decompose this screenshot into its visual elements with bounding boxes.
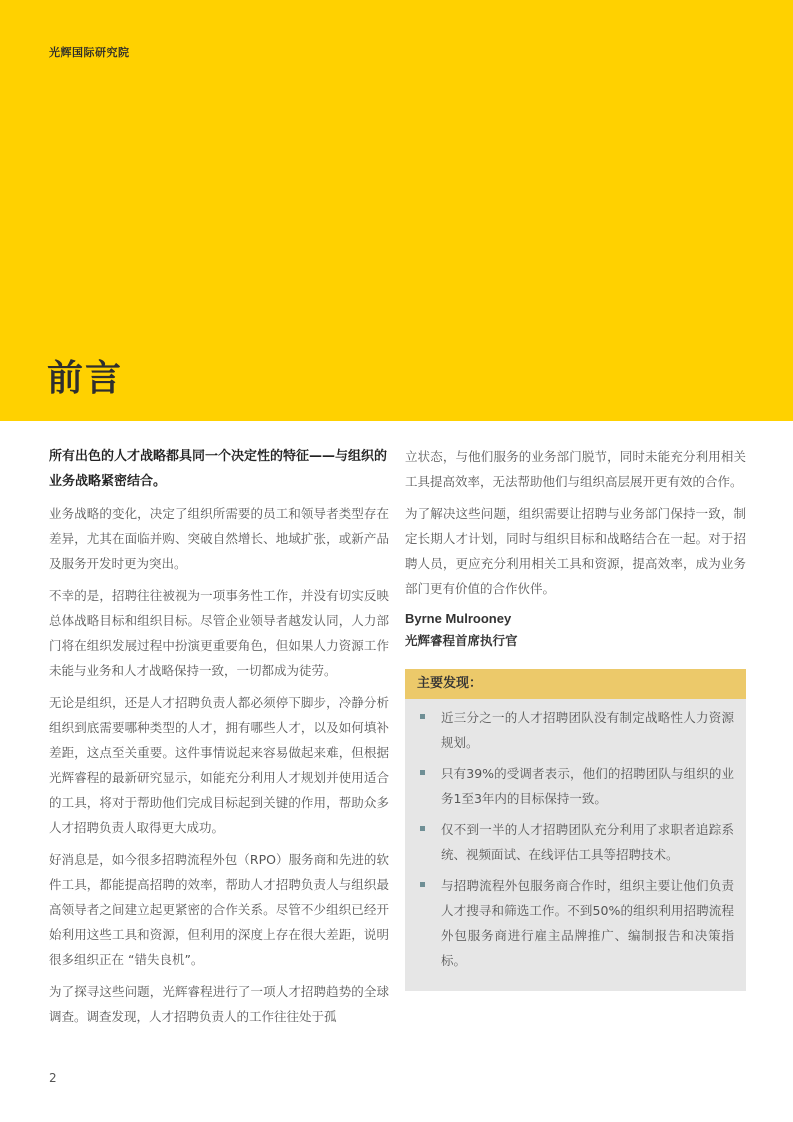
header-banner [0,0,793,421]
page-title: 前言 [47,358,124,399]
key-findings-heading: 主要发现： [405,669,746,699]
key-findings-list [405,699,746,973]
finding-text: 与招聘流程外包服务商合作时，组织主要让他们负责人才搜寻和筛选工作。不到50%的组织利用招聘流程外包服务商进行雇主品牌推广、编制报告和决策指标。 [441,878,734,968]
square-bullet-icon [420,770,425,775]
body-paragraph: 业务战略的变化，决定了组织所需要的员工和领导者类型存在差异，尤其在面临并购、突破自然增长、地域扩张，或新产品及服务开发时更为突出。 [49,506,389,571]
org-name: 光辉国际研究院 [49,46,130,59]
left-column [49,444,389,1036]
body-paragraph: 好消息是，如今很多招聘流程外包（RPO）服务商和先进的软件工具，都能提高招聘的效率，帮助人才招聘负责人与组织最高领导者之间建立起更紧密的合作关系。尽管不少组织已经开始利用这些工具和资源，但利用的深度上存在很大差距，说明很多组织正在 “错失良机”。 [49,852,389,967]
list-item [420,761,734,811]
list-item [420,817,734,867]
finding-text: 只有39%的受调者表示，他们的招聘团队与组织的业务1至3年内的目标保持一致。 [441,766,734,806]
body-paragraph: 不幸的是，招聘往往被视为一项事务性工作，并没有切实反映总体战略目标和组织目标。尽管企业领导者越发认同，人力部门将在组织发展过程中扮演更重要角色，但如果人力资源工作未能与业务和人才战略保持一致，一切都成为徒劳。 [49,588,389,678]
page-number: 2 [49,1071,57,1085]
square-bullet-icon [420,714,425,719]
right-column [405,444,746,991]
body-paragraph: 为了解决这些问题，组织需要让招聘与业务部门保持一致，制定长期人才计划，同时与组织目标和战略结合在一起。对于招聘人员，更应充分利用相关工具和资源，提高效率，成为业务部门更有价值的合作伙伴。 [405,506,746,596]
lead-paragraph: 所有出色的人才战略都具同一个决定性的特征——与组织的业务战略紧密结合。 [49,449,388,489]
square-bullet-icon [420,826,425,831]
key-findings-box [405,669,746,991]
square-bullet-icon [420,882,425,887]
list-item [420,705,734,755]
finding-text: 仅不到一半的人才招聘团队充分利用了求职者追踪系统、视频面试、在线评估工具等招聘技术。 [441,822,734,862]
signature-name: Byrne Mulrooney [405,611,512,626]
finding-text: 近三分之一的人才招聘团队没有制定战略性人力资源规划。 [441,710,734,750]
signature-title: 光辉睿程首席执行官 [405,633,518,648]
body-paragraph: 为了探寻这些问题，光辉睿程进行了一项人才招聘趋势的全球调查。调查发现，人才招聘负责人的工作往往处于孤 [49,984,389,1024]
list-item [420,873,734,973]
body-paragraph: 立状态，与他们服务的业务部门脱节，同时未能充分利用相关工具提高效率，无法帮助他们与组织高层展开更有效的合作。 [405,449,746,489]
body-paragraph: 无论是组织，还是人才招聘负责人都必须停下脚步，冷静分析组织到底需要哪种类型的人才，拥有哪些人才，以及如何填补差距，这点至关重要。这件事情说起来容易做起来难，但根据光辉睿程的最新研究显示，如能充分利用人才规划并使用适合的工具，将对于帮助他们完成目标起到关键的作用，帮助众多人才招聘负责人取得更大成功。 [49,695,389,835]
